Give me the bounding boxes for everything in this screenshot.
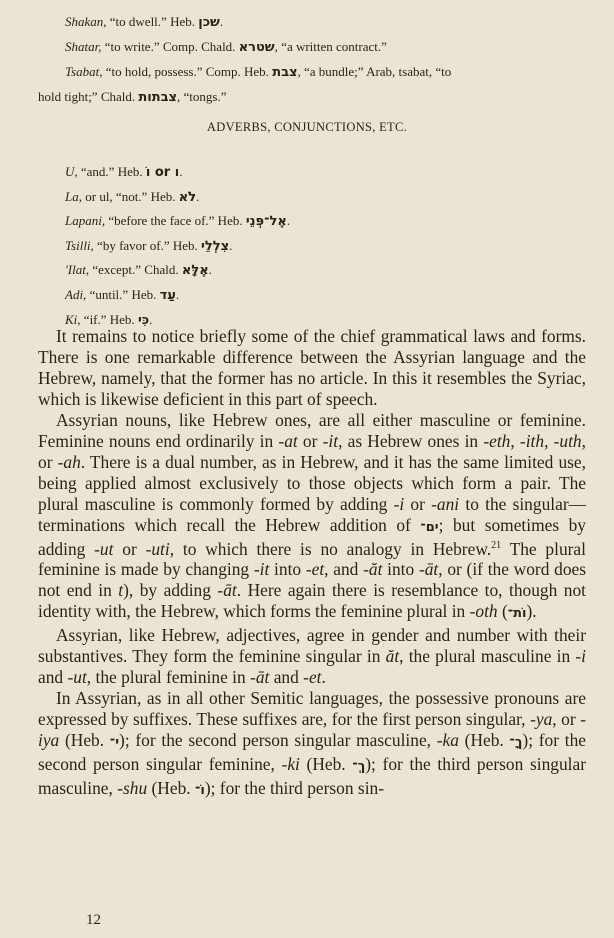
vocab-entry [65,234,290,259]
text-run: (Heb. [458,730,510,751]
italic-term: -uti [145,538,170,559]
italic-term: -et [303,667,322,688]
vocab-word: Tsabat, [65,64,103,79]
vocab-word: Adi, [65,286,87,302]
text-run: , to which there is no analogy in Hebrew. [169,538,492,559]
vocabulary-list-adverbs [65,160,290,332]
text-run: into [269,559,306,580]
italic-term: -eth [483,430,511,451]
italic-term: -ka [436,730,459,751]
text-run: or [297,430,323,451]
vocab-entry [38,60,451,85]
text-run: , or [38,430,586,472]
hebrew-suffix: ךְ־ [352,759,366,775]
text-run: . [321,667,326,688]
text-run: Assyrian nouns, like Hebrew ones, are all either masculine or feminine. Feminine nouns end ordinarily in [38,409,586,451]
hebrew-word: לֹא [178,189,197,205]
vocab-gloss: “before the face of.” Heb. [105,213,246,229]
hebrew-word: אֶלָּא [181,263,209,279]
vocab-gloss: “to dwell.” Heb. [106,14,199,29]
italic-term: -ith [519,430,545,451]
italic-term: -et [305,559,325,580]
text-run: , or [552,709,581,730]
page-number: 12 [86,912,101,928]
text-run: ; but sometimes by adding [38,514,586,559]
italic-term: -uth [553,430,582,451]
hebrew-suffix: ים־ [420,519,439,535]
text-run: , the plural feminine in [86,667,251,688]
text-run: to the singular—terminations which recall the Hebrew addition of [38,493,586,535]
vocab-gloss: “and.” Heb. [77,164,146,179]
vocab-entry [38,10,451,35]
italic-term: -ah [57,451,81,472]
vocab-tail: . [179,164,183,179]
hebrew-word: צִלְלֵי [201,238,230,254]
vocab-tail: , “a bundle;” Arab, tsabat, “to [297,64,452,79]
vocab-gloss: hold tight;” Chald. [38,89,139,104]
hebrew-word: כִּי [137,312,150,328]
body-text [38,326,586,802]
italic-term: ăt [385,646,400,667]
vocab-word: Tsilli, [65,237,94,253]
hebrew-suffix: וֹת־ [507,606,527,622]
vocab-tail: . [196,188,200,204]
vocab-word: 'Ilat, [65,262,90,278]
text-run: (Heb. [59,730,110,751]
text-run: ), by adding [123,580,218,601]
body-paragraph [38,326,586,410]
hebrew-word: שכן [198,15,220,30]
text-run: The plural feminine is made by changing [38,538,586,580]
vocab-entry [65,209,290,234]
footnote-reference: 21 [491,539,502,551]
hebrew-suffix: ךָ־ [509,735,523,751]
hebrew-suffix: י־ [109,735,120,751]
italic-term: -āt [418,559,439,580]
text-run: In Assyrian, as in all other Semitic languages, the possessive pronouns are expressed by suffixes. These suffixes are, for the first person singular, [38,688,586,730]
vocab-word: Shatar, [65,39,102,54]
vocab-tail: . [219,14,224,29]
vocab-word: Lapani, [65,213,106,229]
vocab-word: La, [65,188,82,204]
italic-term: t [118,580,124,601]
italic-term: -āt [217,580,237,601]
italic-term: -ani [431,493,460,514]
vocab-tail: , “tongs.” [177,89,227,104]
vocab-tail: . [208,262,212,278]
vocab-tail: . [175,286,180,302]
italic-term: -ăt [363,559,383,580]
italic-term: -ya [530,709,553,730]
vocab-entry [65,160,290,185]
text-run: It remains to notice briefly some of the chief grammatical laws and forms. There is one remarkable difference between the Assyrian language and the Hebrew, namely, that the former has no article. In this it resembles the Syriac, which is likewise deficient in this part of speech. [38,326,586,409]
italic-term: -ki [281,754,300,775]
text-run: ); for the third person singular masculine, [38,754,586,799]
section-heading: ADVERBS, CONJUNCTIONS, ETC. [206,120,408,134]
italic-term: -ut [94,538,114,559]
vocab-gloss: “until.” Heb. [86,286,160,302]
text-run: (Heb. [147,778,195,799]
text-run: into [382,559,419,580]
body-paragraph [38,410,586,626]
text-run: ). [526,601,537,622]
vocab-word: Shakan, [65,14,107,29]
text-run: and [38,667,68,688]
body-paragraph [38,625,586,688]
body-paragraph [38,688,586,802]
hebrew-word: צבת [272,65,298,80]
vocab-entry-continuation [38,85,451,110]
vocab-gloss: “by favor of.” Heb. [93,237,202,253]
text-run: and [269,667,304,688]
text-run: ); for the third person sin- [204,778,385,799]
vocab-entry [38,35,451,60]
italic-term: -it [253,559,270,580]
hebrew-word: צבתות [138,90,178,105]
text-run: , and [324,559,364,580]
text-run: ); for the second person singular masculine, [119,730,437,751]
hebrew-word: שטרא [238,40,275,55]
vocab-tail: . [286,213,291,229]
text-run: , [510,430,520,451]
italic-term: -at [278,430,298,451]
vocab-gloss: “except.” Chald. [89,262,182,278]
text-run: or [404,493,432,514]
text-run: , the plural masculine in [399,646,576,667]
vocab-tail: . [149,311,153,327]
text-run: (Heb. [299,754,353,775]
italic-term: -ut [67,667,87,688]
italic-term: -it [322,430,339,451]
text-run: , or (if the word does not end in [38,559,587,601]
italic-term: -āt [250,667,270,688]
hebrew-suffix: וֹ־ [194,783,205,799]
vocab-entry [65,283,290,308]
vocab-tail: , “a written contract.” [274,39,387,54]
text-run: , as Hebrew ones in [338,430,484,451]
vocab-tail: . [229,237,233,253]
vocab-gloss: “if.” Heb. [80,311,138,327]
hebrew-word: עַד [159,287,176,303]
text-run: ); for the second person singular feminine, [38,730,586,775]
italic-term: -i [393,493,405,514]
hebrew-word: ו or וֹ [145,165,180,180]
vocab-word: Ki, [65,311,81,327]
italic-term: -i [575,646,586,667]
vocab-entry [65,258,290,283]
text-run: . There is a dual number, as in Hebrew, and it has the same limited use, being applied almost exclusively to those objects which form a pair. The plural masculine is commonly formed by adding [38,451,586,514]
italic-term: -oth [469,601,498,622]
text-run: ( [497,601,508,622]
vocab-entry [65,185,290,210]
italic-term: -shu [117,778,148,799]
vocab-word: U, [65,164,78,179]
text-run: Assyrian, like Hebrew, adjectives, agree in gender and number with their substantives. They form the feminine singular in [38,625,586,667]
hebrew-word: אֶל־פְּנֵי [245,214,287,230]
text-run: or [113,538,146,559]
vocabulary-list-verbs [38,10,451,110]
vocab-gloss: or ul, “not.” Heb. [81,188,179,204]
text-run: , [544,430,554,451]
vocab-gloss: “to hold, possess.” Comp. Heb. [102,64,273,79]
text-run: . Here again there is resemblance to, though not identity with, the Hebrew, which forms the feminine plural in [38,580,586,622]
vocab-gloss: “to write.” Comp. Chald. [101,39,239,54]
italic-term: -iya [38,709,586,751]
